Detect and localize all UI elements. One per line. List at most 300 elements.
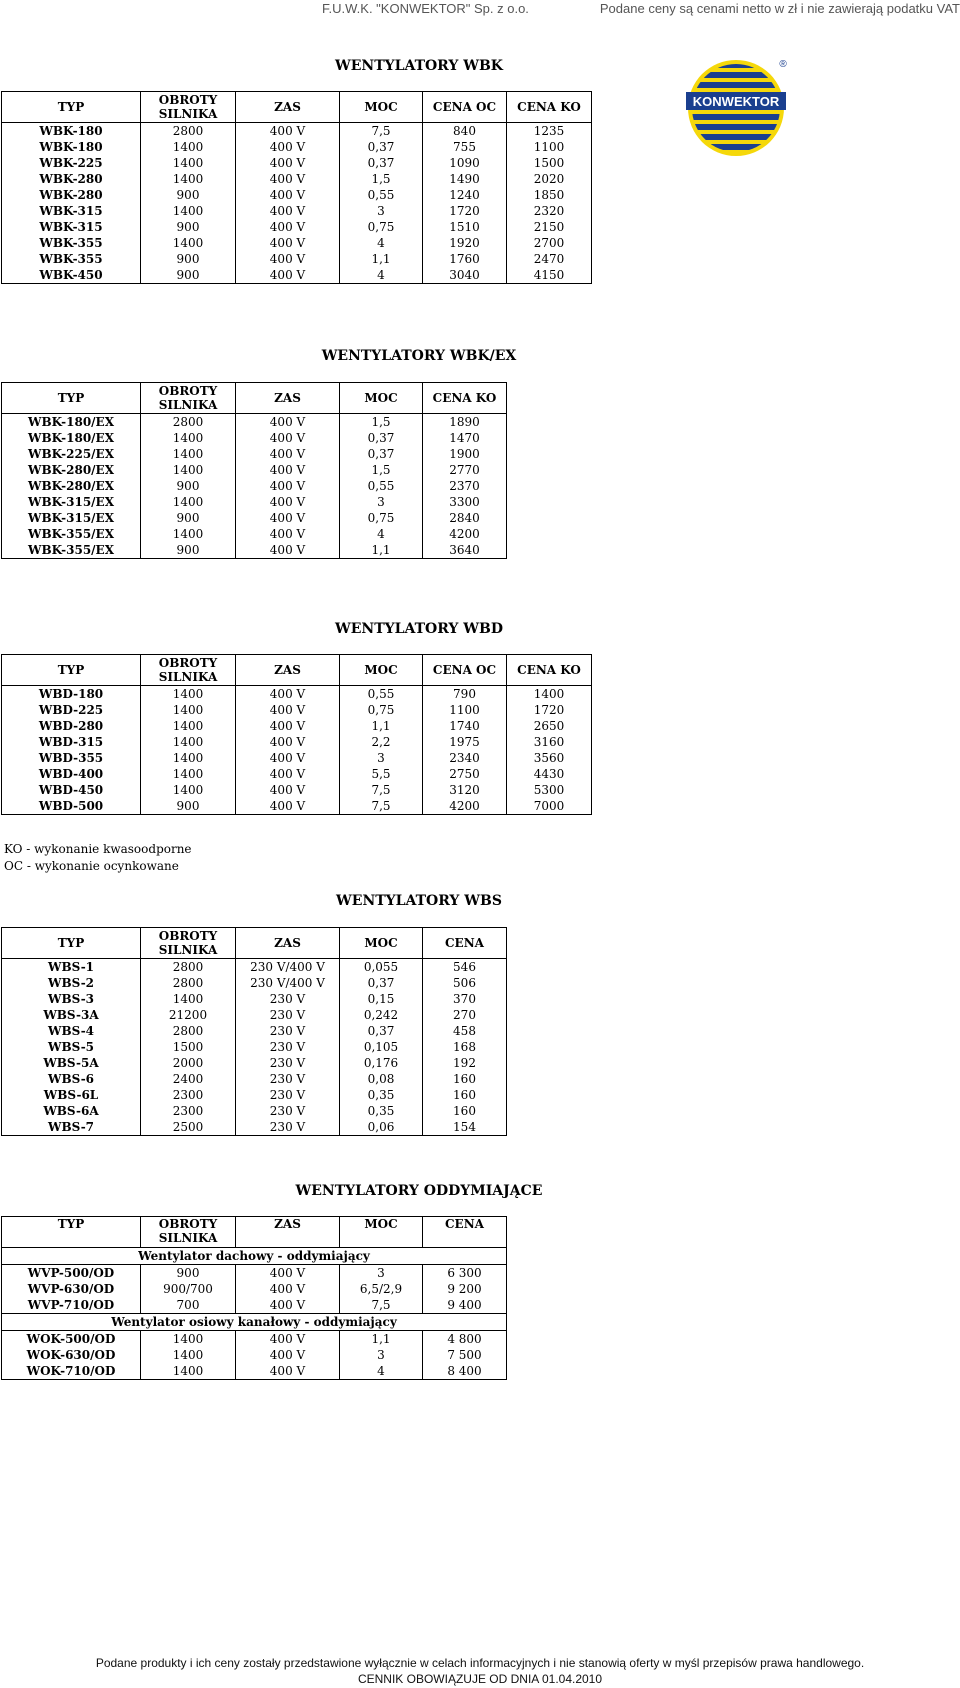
column-header: TYP [2,1217,141,1248]
cell-type: WBS-6L [2,1087,141,1103]
cell-type: WBS-5 [2,1039,141,1055]
group-row [2,1314,507,1331]
cell-value: 230 V [236,1007,340,1023]
cell-type: WOK-710/OD [2,1363,141,1380]
note-oc: OC - wykonanie ocynkowane [4,859,179,873]
cell-value: 2020 [533,172,565,186]
table-row [2,1119,507,1136]
cell-value: 2300 [141,1087,236,1103]
column-header: OBROTY SILNIKA [141,928,236,959]
cell-value: 9 400 [447,1298,482,1312]
cell-value: 0,75 [340,219,423,235]
cell-value: 230 V/400 V [236,975,340,991]
cell-value: 0,105 [340,1039,423,1055]
table-row [2,702,592,718]
cell-value: 1510 [423,219,507,235]
cell-value: 1740 [423,718,507,734]
table-row [2,171,592,187]
cell-type: WBK-280/EX [2,462,141,478]
cell-value: 4 [340,267,423,284]
cell-value: 3 [340,203,423,219]
column-header: MOC [340,1217,423,1248]
cell-value: 8 400 [447,1364,482,1378]
cell-type: WBD-180 [2,686,141,703]
cell-value: 1400 [141,686,236,703]
cell-value: 7 500 [447,1348,482,1362]
cell-type: WBK-180/EX [2,414,141,431]
column-header: OBROTY SILNIKA [141,655,236,686]
cell-type: WBK-315 [2,203,141,219]
cell-value: 7,5 [340,798,423,815]
table-row [2,494,507,510]
column-header: CENA OC [423,92,507,123]
cell-value: 1400 [141,526,236,542]
cell-value: 2840 [449,511,480,525]
table-row [2,510,507,526]
cell-type: WBD-355 [2,750,141,766]
cell-type: WBS-5A [2,1055,141,1071]
footer-valid-date: CENNIK OBOWIĄZUJE OD DNIA 01.04.2010 [357,1672,603,1686]
cell-value: 21200 [141,1007,236,1023]
cell-value: 4 800 [447,1332,482,1346]
cell-value: 400 V [236,1331,340,1348]
table-row [2,734,592,750]
cell-type: WBD-450 [2,782,141,798]
cell-value: 2340 [423,750,507,766]
cell-value: 160 [453,1104,476,1118]
cell-value: 1090 [423,155,507,171]
table-row [2,203,592,219]
cell-value: 1100 [533,140,565,154]
table-row [2,1297,507,1314]
cell-value: 7000 [533,799,565,813]
cell-type: WBK-355/EX [2,526,141,542]
cell-value: 1760 [423,251,507,267]
cell-value: 400 V [236,187,340,203]
cell-value: 168 [453,1040,476,1054]
cell-value: 400 V [236,542,340,559]
cell-value: 400 V [236,414,340,431]
cell-value: 4 [340,1363,423,1380]
table-row [2,1071,507,1087]
cell-value: 400 V [236,446,340,462]
cell-type: WOK-630/OD [2,1347,141,1363]
cell-value: 6 300 [447,1266,482,1280]
table-row [2,542,507,559]
column-header: OBROTY SILNIKA [141,1217,236,1248]
table-row [2,798,592,815]
cell-type: WBS-7 [2,1119,141,1136]
table-wbk [1,91,592,284]
cell-type: WBS-3A [2,1007,141,1023]
cell-value: 4200 [423,798,507,815]
table-row [2,1265,507,1282]
group-label: Wentylator osiowy kanałowy - oddymiający [2,1314,507,1331]
cell-type: WBD-400 [2,766,141,782]
column-header: CENA [423,1217,507,1248]
cell-type: WBK-180/EX [2,430,141,446]
cell-value: 1500 [141,1039,236,1055]
table-row [2,975,507,991]
cell-value: 1400 [141,766,236,782]
title-wbkex: WENTYLATORY WBK/EX [321,348,517,364]
cell-type: WBK-280 [2,187,141,203]
cell-value: 230 V [236,1023,340,1039]
cell-value: 1,1 [340,718,423,734]
cell-type: WBK-180 [2,139,141,155]
cell-value: 2650 [533,719,565,733]
cell-value: 400 V [236,1347,340,1363]
group-row [2,1248,507,1265]
group-label: Wentylator dachowy - oddymiający [2,1248,507,1265]
column-header: MOC [340,383,423,414]
table-row [2,1023,507,1039]
cell-value: 2320 [533,204,565,218]
cell-value: 1400 [141,734,236,750]
column-header: OBROTY SILNIKA [141,92,236,123]
cell-value: 1,1 [340,251,423,267]
column-header: ZAS [236,928,340,959]
cell-value: 1920 [423,235,507,251]
cell-value: 3300 [449,495,480,509]
cell-value: 6,5/2,9 [340,1281,423,1297]
cell-value: 1100 [423,702,507,718]
cell-value: 3640 [449,543,480,557]
cell-value: 3040 [423,267,507,284]
cell-value: 0,37 [340,975,423,991]
cell-value: 2800 [141,414,236,431]
column-header: ZAS [236,92,340,123]
cell-value: 458 [453,1024,476,1038]
cell-value: 400 V [236,1265,340,1282]
cell-type: WVP-500/OD [2,1265,141,1282]
cell-value: 900/700 [141,1281,236,1297]
cell-value: 0,37 [340,1023,423,1039]
table-row [2,1331,507,1348]
cell-value: 1400 [141,462,236,478]
table-row [2,1007,507,1023]
cell-value: 0,055 [340,959,423,976]
cell-value: 1240 [423,187,507,203]
cell-value: 400 V [236,702,340,718]
table-wbkex [1,382,507,559]
table-row [2,235,592,251]
table-row [2,267,592,284]
column-header: CENA OC [423,655,507,686]
table-row [2,187,592,203]
cell-value: 400 V [236,139,340,155]
cell-type: WBS-6A [2,1103,141,1119]
cell-value: 400 V [236,1297,340,1314]
cell-value: 400 V [236,171,340,187]
column-header: OBROTY SILNIKA [141,383,236,414]
cell-type: WBK-225 [2,155,141,171]
cell-value: 1400 [141,750,236,766]
table-row [2,718,592,734]
table-row [2,478,507,494]
table-row [2,219,592,235]
cell-value: 160 [453,1072,476,1086]
cell-value: 400 V [236,686,340,703]
cell-type: WBD-280 [2,718,141,734]
cell-value: 1400 [141,171,236,187]
cell-value: 2800 [141,975,236,991]
cell-value: 0,15 [340,991,423,1007]
table-row [2,1347,507,1363]
cell-value: 0,75 [340,702,423,718]
cell-value: 1,5 [340,171,423,187]
column-header: TYP [2,655,141,686]
cell-value: 400 V [236,718,340,734]
cell-value: 400 V [236,766,340,782]
cell-value: 1400 [141,991,236,1007]
cell-value: 5,5 [340,766,423,782]
cell-value: 1400 [141,1331,236,1348]
cell-type: WBS-3 [2,991,141,1007]
note-ko: KO - wykonanie kwasoodporne [4,842,192,856]
cell-value: 3160 [533,735,565,749]
column-header: CENA KO [423,383,507,414]
table-row [2,750,592,766]
cell-value: 900 [141,798,236,815]
cell-value: 230 V [236,1103,340,1119]
cell-value: 2800 [141,959,236,976]
column-header: ZAS [236,655,340,686]
cell-value: 2700 [533,236,565,250]
cell-value: 1500 [533,156,565,170]
title-oddymiajace: WENTYLATORY ODDYMIAJĄCE [295,1183,543,1199]
cell-value: 400 V [236,494,340,510]
title-wbs: WENTYLATORY WBS [336,893,502,909]
table-oddymiajace [1,1216,507,1380]
cell-value: 1,1 [340,1331,423,1348]
cell-value: 1470 [449,431,480,445]
cell-value: 2300 [141,1103,236,1119]
cell-type: WBK-355 [2,235,141,251]
cell-value: 7,5 [340,1297,423,1314]
cell-type: WBS-2 [2,975,141,991]
header-vat-note: Podane ceny są cenami netto w zł i nie zawierają podatku VAT [599,1,960,16]
cell-value: 4430 [533,767,565,781]
konwektor-logo [686,58,790,158]
cell-value: 790 [423,686,507,703]
table-row [2,446,507,462]
table-row [2,123,592,140]
cell-value: 400 V [236,510,340,526]
table-row [2,155,592,171]
cell-value: 3 [340,1265,423,1282]
table-row [2,462,507,478]
cell-value: 1400 [141,446,236,462]
cell-value: 900 [141,478,236,494]
cell-value: 400 V [236,782,340,798]
column-header: ZAS [236,1217,340,1248]
table-wbs [1,927,507,1136]
cell-value: 0,242 [340,1007,423,1023]
cell-value: 1400 [141,702,236,718]
cell-value: 1235 [533,124,565,138]
cell-value: 270 [453,1008,476,1022]
cell-value: 160 [453,1088,476,1102]
cell-value: 400 V [236,462,340,478]
cell-value: 2150 [533,220,565,234]
cell-value: 2470 [533,252,565,266]
cell-value: 2400 [141,1071,236,1087]
cell-value: 4 [340,526,423,542]
cell-value: 230 V [236,1119,340,1136]
cell-type: WBD-225 [2,702,141,718]
title-wbk: WENTYLATORY WBK [335,58,503,74]
cell-value: 400 V [236,798,340,815]
cell-value: 230 V [236,991,340,1007]
cell-value: 1400 [141,1363,236,1380]
cell-value: 3 [340,750,423,766]
cell-value: 0,75 [340,510,423,526]
table-row [2,251,592,267]
cell-value: 1900 [449,447,480,461]
table-row [2,959,507,976]
cell-value: 1720 [533,703,565,717]
cell-value: 0,55 [340,478,423,494]
footer-disclaimer: Podane produkty i ich ceny zostały przedstawione wyłącznie w celach informacyjnych i nie stanowią oferty w myśl przepisów prawa handlowego. [95,1656,865,1670]
cell-value: 230 V/400 V [236,959,340,976]
cell-value: 0,35 [340,1087,423,1103]
cell-value: 0,37 [340,139,423,155]
cell-value: 400 V [236,1281,340,1297]
cell-type: WBK-315 [2,219,141,235]
cell-value: 0,37 [340,446,423,462]
table-row [2,1039,507,1055]
cell-value: 0,176 [340,1055,423,1071]
cell-value: 230 V [236,1055,340,1071]
cell-value: 1400 [141,139,236,155]
cell-value: 370 [453,992,476,1006]
cell-value: 1400 [141,203,236,219]
table-row [2,414,507,431]
cell-value: 900 [141,219,236,235]
column-header: TYP [2,383,141,414]
table-row [2,139,592,155]
cell-value: 2,2 [340,734,423,750]
cell-type: WVP-630/OD [2,1281,141,1297]
cell-value: 400 V [236,235,340,251]
cell-value: 1490 [423,171,507,187]
cell-value: 400 V [236,251,340,267]
cell-value: 840 [423,123,507,140]
table-row [2,766,592,782]
table-row [2,1087,507,1103]
cell-value: 900 [141,267,236,284]
cell-value: 0,37 [340,155,423,171]
cell-value: 1400 [141,155,236,171]
cell-value: 1400 [533,687,565,701]
cell-value: 4150 [533,268,565,282]
cell-value: 1850 [533,188,565,202]
column-header: CENA KO [507,92,592,123]
cell-value: 400 V [236,750,340,766]
cell-value: 2500 [141,1119,236,1136]
cell-value: 506 [453,976,476,990]
cell-value: 400 V [236,1363,340,1380]
cell-value: 192 [453,1056,476,1070]
cell-type: WBK-355 [2,251,141,267]
cell-type: WBK-315/EX [2,510,141,526]
cell-value: 1890 [449,415,480,429]
cell-value: 7,5 [340,782,423,798]
cell-type: WBK-225/EX [2,446,141,462]
cell-value: 546 [453,960,476,974]
cell-value: 400 V [236,155,340,171]
cell-value: 5300 [533,783,565,797]
table-row [2,1055,507,1071]
cell-value: 4 [340,235,423,251]
cell-value: 900 [141,1265,236,1282]
cell-value: 400 V [236,526,340,542]
cell-type: WBD-315 [2,734,141,750]
cell-value: 1,1 [340,542,423,559]
cell-type: WBK-280 [2,171,141,187]
cell-value: 2800 [141,1023,236,1039]
column-header: MOC [340,655,423,686]
cell-value: 1720 [423,203,507,219]
cell-value: 400 V [236,203,340,219]
cell-value: 7,5 [340,123,423,140]
cell-value: 3 [340,494,423,510]
cell-value: 0,55 [340,686,423,703]
cell-value: 154 [453,1120,476,1134]
table-row [2,991,507,1007]
cell-value: 1400 [141,235,236,251]
table-row [2,1363,507,1380]
cell-value: 0,35 [340,1103,423,1119]
table-row [2,526,507,542]
cell-value: 700 [141,1297,236,1314]
cell-value: 400 V [236,267,340,284]
cell-value: 9 200 [447,1282,482,1296]
table-row [2,782,592,798]
cell-value: 1,5 [340,414,423,431]
cell-type: WBD-500 [2,798,141,815]
cell-type: WBK-180 [2,123,141,140]
cell-type: WVP-710/OD [2,1297,141,1314]
cell-value: 1400 [141,718,236,734]
cell-value: 230 V [236,1071,340,1087]
cell-value: 400 V [236,734,340,750]
cell-value: 1400 [141,494,236,510]
cell-value: 230 V [236,1039,340,1055]
table-wbd [1,654,592,815]
cell-value: 2370 [449,479,480,493]
cell-type: WBS-6 [2,1071,141,1087]
cell-value: 3560 [533,751,565,765]
cell-type: WBS-4 [2,1023,141,1039]
cell-type: WBK-355/EX [2,542,141,559]
column-header: CENA KO [507,655,592,686]
cell-type: WBS-1 [2,959,141,976]
cell-value: 0,08 [340,1071,423,1087]
cell-value: 3 [340,1347,423,1363]
cell-type: WBK-315/EX [2,494,141,510]
cell-value: 755 [423,139,507,155]
table-row [2,1103,507,1119]
column-header: MOC [340,92,423,123]
svg-text:KONWEKTOR: KONWEKTOR [692,94,780,109]
column-header: MOC [340,928,423,959]
cell-value: 400 V [236,430,340,446]
column-header: ZAS [236,383,340,414]
cell-value: 400 V [236,219,340,235]
cell-value: 900 [141,510,236,526]
